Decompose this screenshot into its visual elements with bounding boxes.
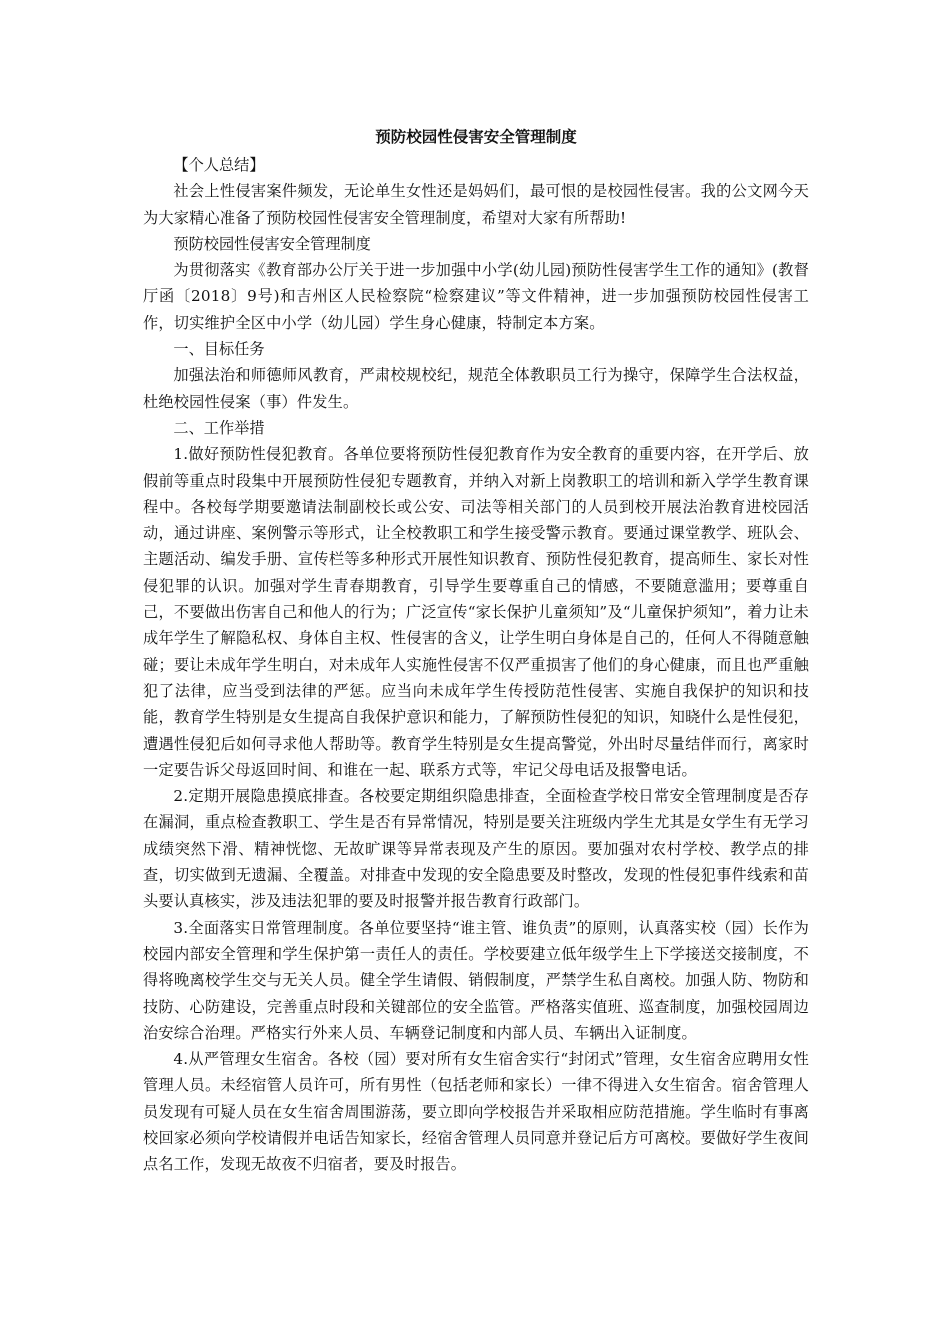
section1-paragraph: 加强法治和师德师风教育，严肃校规校纪，规范全体教职员工行为操守，保障学生合法权益，杜绝校园性侵案（事）件发生。 <box>143 366 809 411</box>
document-page <box>143 122 809 1178</box>
item2-paragraph: 2.定期开展隐患摸底排查。各校要定期组织隐患排查，全面检查学校日常安全管理制度是否存在漏洞，重点检查教职工、学生是否有异常情况，特别是要关注班级内学生尤其是女学生有无学习成绩突然下滑、精神恍惚、无故旷课等异常表现及产生的原因。要加强对农村学校、教学点的排查，切实做到无遗漏、全覆盖。对排查中发现的安全隐患要及时整改，发现的性侵犯事件线索和苗头要认真核实，涉及违法犯罪的要及时报警并报告教育行政部门。 <box>143 787 809 911</box>
section1-heading: 一、目标任务 <box>173 340 265 359</box>
preamble-paragraph: 为贯彻落实《教育部办公厅关于进一步加强中小学(幼儿园)预防性侵害学生工作的通知》(教督厅函〔2018〕9号)和吉州区人民检察院“检察建议”等文件精神，进一步加强预防校园性侵害工作，切实维护全区中小学（幼儿园）学生身心健康，特制定本方案。 <box>143 261 809 332</box>
item4-paragraph: 4.从严管理女生宿舍。各校（园）要对所有女生宿舍实行“封闭式”管理，女生宿舍应聘用女性管理人员。未经宿管人员许可，所有男性（包括老师和家长）一律不得进入女生宿舍。宿舍管理人员发现有可疑人员在女生宿舍周围游荡，要立即向学校报告并采取相应防范措施。学生临时有事离校回家必须向学校请假并电话告知家长，经宿舍管理人员同意并登记后方可离校。要做好学生夜间点名工作，发现无故夜不归宿者，要及时报告。 <box>143 1050 809 1174</box>
document-label: 【个人总结】 <box>173 156 265 174</box>
section2-heading: 二、工作举措 <box>173 418 265 437</box>
document-subtitle: 预防校园性侵害安全管理制度 <box>173 234 371 253</box>
item3-paragraph: 3.全面落实日常管理制度。各单位要坚持“谁主管、谁负责”的原则，认真落实校（园）长作为校园内部安全管理和学生保护第一责任人的责任。学校要建立低年级学生上下学接送交接制度，不得将晚离校学生交与无关人员。健全学生请假、销假制度，严禁学生私自离校。加强人防、物防和技防、心防建设，完善重点时段和关键部位的安全监管。严格落实值班、巡查制度，加强校园周边治安综合治理。严格实行外来人员、车辆登记制度和内部人员、车辆出入证制度。 <box>143 918 809 1042</box>
item1-paragraph: 1.做好预防性侵犯教育。各单位要将预防性侵犯教育作为安全教育的重要内容，在开学后、放假前等重点时段集中开展预防性侵犯专题教育，并纳入对新上岗教职工的培训和新入学学生教育课程中。各校每学期要邀请法制副校长或公安、司法等相关部门的人员到校开展法治教育进校园活动，通过讲座、案例警示等形式，让全校教职工和学生接受警示教育。要通过课堂教学、班队会、主题活动、编发手册、宣传栏等多种形式开展性知识教育、预防性侵犯教育，提高师生、家长对性侵犯罪的认识。加强对学生青春期教育，引导学生要尊重自己的情感，不要随意滥用；要尊重自己，不要做出伤害自己和他人的行为；广泛宣传“家长保护儿童须知”及“儿童保护须知”，着力让未成年学生了解隐私权、身体自主权、性侵害的含义，让学生明白身体是自己的，任何人不得随意触碰；要让未成年学生明白，对未成年人实施性侵害不仅严重损害了他们的身心健康，而且也严重触犯了法律，应当受到法律的严惩。应当向未成年学生传授防范性侵害、实施自我保护的知识和技能，教育学生特别是女生提高自我保护意识和能力，了解预防性侵犯的知识，知晓什么是性侵犯，遭遇性侵犯后如何寻求他人帮助等。教育学生特别是女生提高警觉，外出时尽量结伴而行，离家时一定要告诉父母返回时间、和谁在一起、联系方式等，牢记父母电话及报警电话。 <box>143 445 809 779</box>
intro-paragraph: 社会上性侵害案件频发，无论单生女性还是妈妈们，最可恨的是校园性侵害。我的公文网今天为大家精心准备了预防校园性侵害安全管理制度，希望对大家有所帮助! <box>143 182 809 227</box>
document-title: 预防校园性侵害安全管理制度 <box>375 128 577 146</box>
